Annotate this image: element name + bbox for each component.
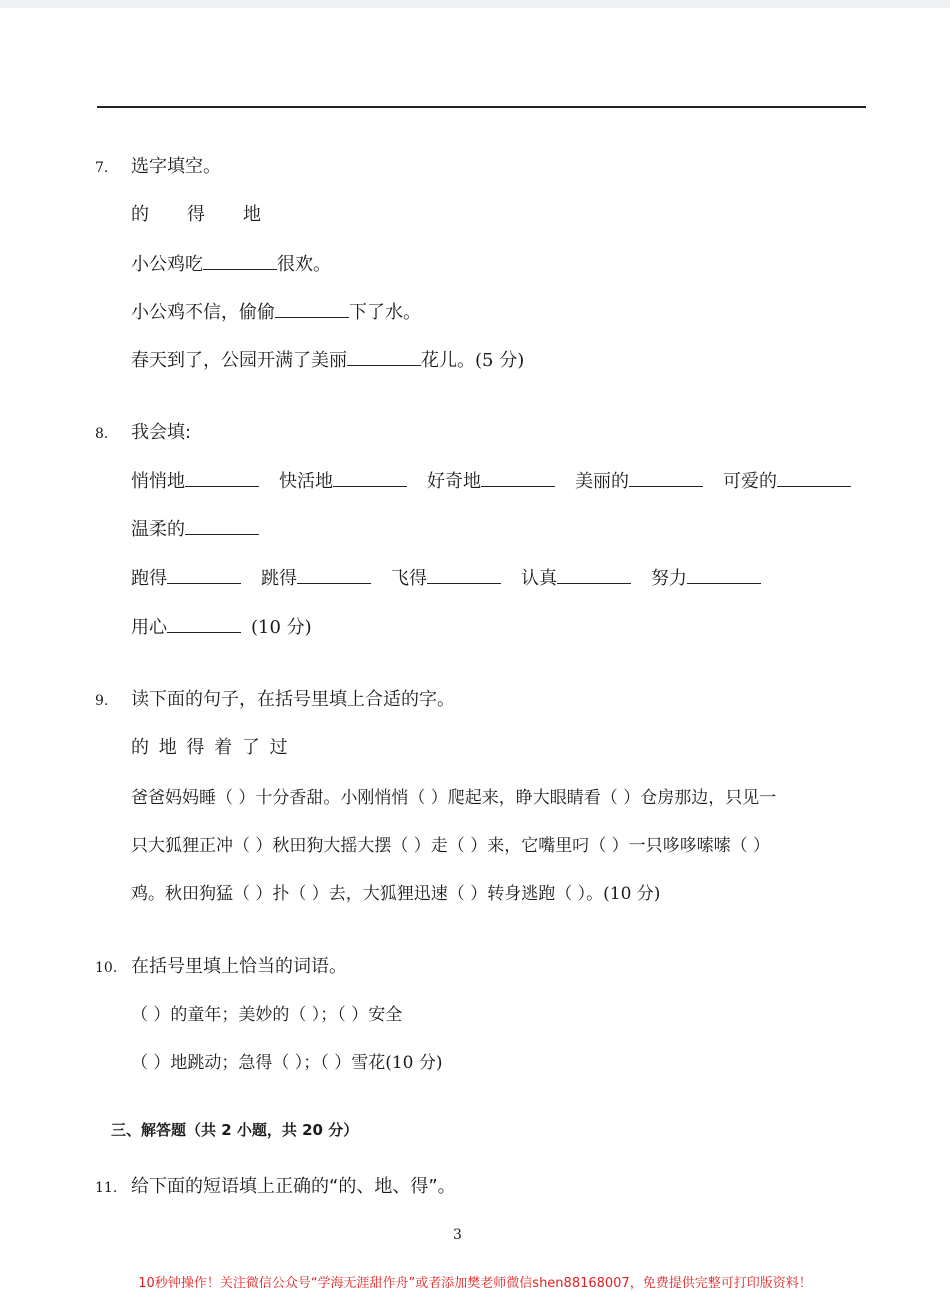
q8-word: 飞得 — [391, 568, 427, 589]
q10-line-2 — [131, 1051, 443, 1075]
top-strip — [0, 0, 950, 8]
q10-line-2-text: （ ）地跳动；急得（ ）；（ ）雪花 — [131, 1053, 386, 1073]
q9-number: 9. — [95, 693, 109, 709]
q7-s2-text: 小公鸡不信，偷偷 — [131, 302, 275, 323]
q8-word: 可爱的 — [723, 471, 777, 492]
q8-row-4 — [131, 616, 312, 640]
q10-line-1: （ ）的童年；美妙的（ ）；（ ）安全 — [131, 1005, 403, 1025]
q8-word: 美丽的 — [575, 471, 629, 492]
q7-choices — [131, 203, 261, 227]
q7-s2-end: 下了水。 — [349, 302, 421, 323]
q7-choice: 的 — [131, 204, 149, 225]
section-heading: 三、解答题（共 2 小题，共 20 分） — [111, 1121, 359, 1139]
footer-notice: 10秒钟操作！关注微信公众号“学海无涯甜作舟”或者添加樊老师微信shen88168007，免费提供完整可打印版资料！ — [138, 1276, 812, 1291]
q9-chars: 的 地 得 着 了 过 — [131, 737, 290, 758]
q7-title: 选字填空。 — [131, 156, 221, 177]
q8-word: 用心 — [131, 617, 167, 638]
q8-word: 努力 — [651, 568, 687, 589]
q7-s3-text: 春天到了，公园开满了美丽 — [131, 350, 347, 371]
answer-blank[interactable] — [427, 567, 501, 584]
q8-row-2 — [131, 518, 259, 542]
q9-line-3-text: 鸡。秋田狗猛（ ）扑（ ）去，大狐狸迅速（ ）转身逃跑（ ）。 — [131, 884, 604, 904]
q8-row-1 — [131, 470, 851, 494]
q10-title: 在括号里填上恰当的词语。 — [131, 956, 347, 977]
answer-blank[interactable] — [185, 470, 259, 487]
q7-choice: 地 — [243, 204, 261, 225]
answer-blank[interactable] — [167, 567, 241, 584]
header-rule — [97, 106, 866, 108]
q7-number: 7. — [95, 160, 109, 176]
q7-choice: 得 — [187, 204, 205, 225]
q8-title: 我会填: — [131, 422, 192, 443]
answer-blank[interactable] — [333, 470, 407, 487]
q7-s1-text: 小公鸡吃 — [131, 254, 203, 275]
q8-word: 快活地 — [279, 471, 333, 492]
q8-row-3 — [131, 567, 761, 591]
q8-word: 好奇地 — [427, 471, 481, 492]
q8-word: 认真 — [521, 568, 557, 589]
q8-number: 8. — [95, 426, 109, 442]
q7-sentence-3 — [131, 349, 524, 373]
page-number: 3 — [453, 1227, 462, 1243]
answer-blank[interactable] — [481, 470, 555, 487]
answer-blank[interactable] — [167, 616, 241, 633]
q11-number: 11. — [95, 1180, 118, 1196]
answer-blank[interactable] — [297, 567, 371, 584]
q9-score: (10 分) — [603, 884, 661, 904]
q7-sentence-2 — [131, 301, 421, 325]
answer-blank[interactable] — [777, 470, 851, 487]
q8-word: 跑得 — [131, 568, 167, 589]
answer-blank[interactable] — [347, 349, 421, 366]
q10-number: 10. — [95, 960, 118, 976]
q8-word: 跳得 — [261, 568, 297, 589]
q9-line-2: 只大狐狸正冲（ ）秋田狗大摇大摆（ ）走（ ）来，它嘴里叼（ ）一只哆哆嗦嗦（ ） — [131, 836, 771, 856]
q8-word: 悄悄地 — [131, 471, 185, 492]
answer-blank[interactable] — [185, 518, 259, 535]
q7-s3-end: 花儿。 — [421, 350, 475, 371]
q8-score: (10 分) — [251, 617, 312, 638]
q9-line-1: 爸爸妈妈睡（ ）十分香甜。小刚悄悄（ ）爬起来，睁大眼睛看（ ）仓房那边，只见一 — [131, 788, 777, 808]
q7-score: (5 分) — [475, 350, 525, 371]
q10-score: (10 分) — [385, 1053, 443, 1073]
q9-line-3 — [131, 882, 660, 906]
q8-word: 温柔的 — [131, 519, 185, 540]
q11-title: 给下面的短语填上正确的“的、地、得”。 — [131, 1176, 456, 1197]
answer-blank[interactable] — [557, 567, 631, 584]
answer-blank[interactable] — [687, 567, 761, 584]
q7-sentence-1 — [131, 253, 331, 277]
answer-blank[interactable] — [275, 301, 349, 318]
answer-blank[interactable] — [629, 470, 703, 487]
q7-s1-end: 很欢。 — [277, 254, 331, 275]
q9-title: 读下面的句子，在括号里填上合适的字。 — [131, 689, 455, 710]
answer-blank[interactable] — [203, 253, 277, 270]
